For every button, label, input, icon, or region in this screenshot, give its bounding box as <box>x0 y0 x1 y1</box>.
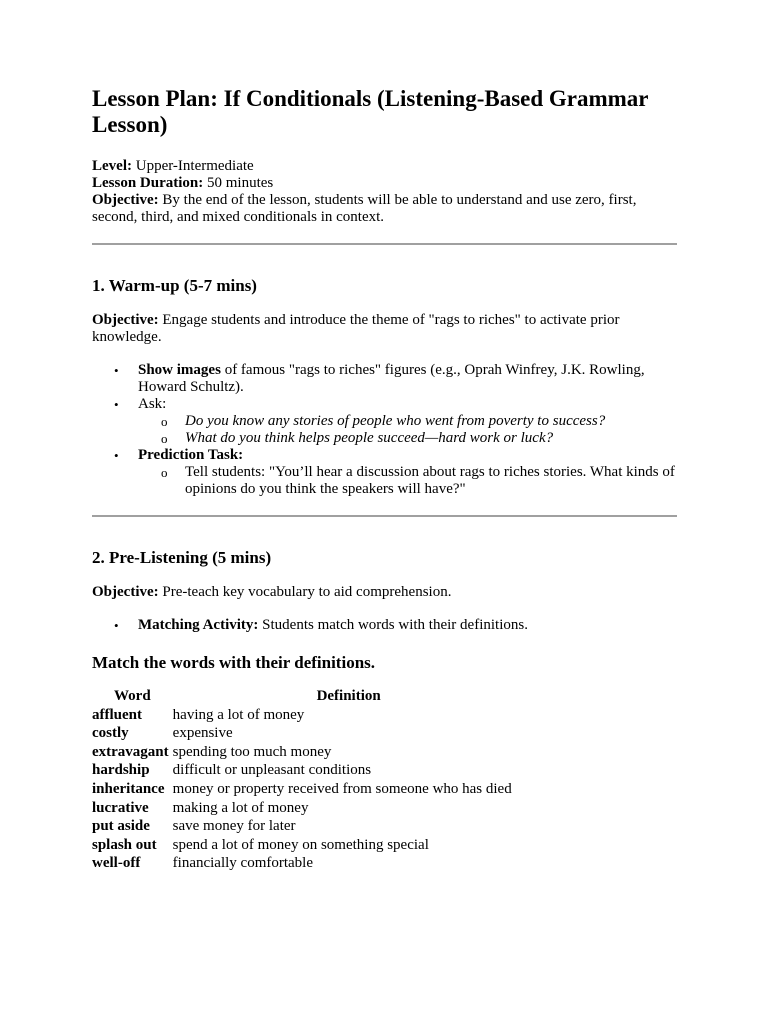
table-header-row <box>92 688 525 707</box>
show-images-bold: Show images <box>138 362 221 378</box>
sub-list-item <box>138 413 677 430</box>
warmup-objective-label: Objective: <box>92 312 159 328</box>
matching-heading: Match the words with their definitions. <box>92 653 376 672</box>
list-item-prediction-task <box>92 447 677 498</box>
level-line <box>92 158 677 175</box>
column-header-definition: Definition <box>316 688 381 704</box>
vocab-definition: difficult or unpleasant conditions <box>172 762 372 779</box>
prelistening-objective-label: Objective: <box>92 584 159 600</box>
warmup-objective-value: Engage students and introduce the theme of "rags to riches" to activate prior knowledge. <box>92 312 620 345</box>
section-heading-prelistening: 2. Pre-Listening (5 mins) <box>92 548 272 567</box>
vocab-definition: spending too much money <box>172 743 332 760</box>
bullet-icon: • <box>114 363 119 378</box>
table-row <box>92 855 525 874</box>
table-row <box>92 762 525 781</box>
bullet-icon: • <box>114 448 119 463</box>
column-header-word: Word <box>113 688 151 704</box>
bullet-icon: • <box>114 397 119 412</box>
vocab-word: well-off <box>92 855 141 872</box>
prediction-text: Tell students: "You’ll hear a discussion about rags to riches stories. What kinds of opinions do you think the speakers will have?" <box>185 464 675 497</box>
matching-activity-bold: Matching Activity: <box>138 617 259 633</box>
level-value: Upper-Intermediate <box>131 158 254 174</box>
vocab-word: affluent <box>92 706 142 723</box>
vocab-word: lucrative <box>92 799 149 816</box>
table-row <box>92 800 525 819</box>
prelistening-objective-value: Pre-teach key vocabulary to aid comprehension. <box>158 584 452 600</box>
sub-list-item <box>138 430 677 447</box>
circle-bullet-icon: o <box>161 465 168 480</box>
matching-activity-text: Students match words with their definitions. <box>258 617 528 633</box>
list-item-show-images <box>92 362 677 396</box>
sub-list-item <box>138 464 677 498</box>
ask-text: Ask: <box>138 396 167 412</box>
circle-bullet-icon: o <box>161 414 168 429</box>
vocab-word: hardship <box>92 762 150 779</box>
table-row <box>92 837 525 856</box>
vocab-word: extravagant <box>92 743 169 760</box>
vocab-word: splash out <box>92 836 157 853</box>
list-item-matching-activity <box>92 617 677 634</box>
vocab-definition: save money for later <box>172 818 296 835</box>
page-title: Lesson Plan: If Conditionals (Listening-Based Grammar Lesson) <box>92 86 649 137</box>
lesson-meta <box>92 158 677 226</box>
vocabulary-table <box>92 688 525 874</box>
horizontal-divider <box>92 243 677 245</box>
table-row <box>92 725 525 744</box>
vocab-definition: making a lot of money <box>172 799 309 816</box>
vocab-word: inheritance <box>92 780 165 797</box>
prelistening-bullet-list <box>92 617 677 634</box>
vocab-definition: expensive <box>172 725 233 742</box>
table-row <box>92 707 525 726</box>
warmup-objective <box>92 312 677 346</box>
ask-question: What do you think helps people succeed—hard work or luck? <box>185 430 554 446</box>
ask-sub-list <box>138 413 677 447</box>
objective-value: By the end of the lesson, students will be able to understand and use zero, first, second, third, and mixed conditionals in context. <box>92 192 637 225</box>
vocab-definition: money or property received from someone who has died <box>172 780 512 797</box>
duration-value: 50 minutes <box>203 175 274 191</box>
prediction-sub-list <box>138 464 677 498</box>
show-images-text: of famous "rags to riches" figures (e.g., Oprah Winfrey, J.K. Rowling, Howard Schultz). <box>138 362 645 395</box>
vocab-word: put aside <box>92 818 150 835</box>
duration-line <box>92 175 677 192</box>
table-row <box>92 781 525 800</box>
document-content <box>92 86 677 874</box>
horizontal-divider <box>92 515 677 517</box>
prelistening-objective <box>92 584 677 601</box>
duration-label: Lesson Duration: <box>92 175 204 191</box>
vocab-definition: spend a lot of money on something special <box>172 836 429 853</box>
warmup-bullet-list <box>92 362 677 498</box>
circle-bullet-icon: o <box>161 431 168 446</box>
section-heading-warmup: 1. Warm-up (5-7 mins) <box>92 276 257 295</box>
table-row <box>92 818 525 837</box>
vocab-definition: having a lot of money <box>172 706 305 723</box>
objective-line <box>92 192 677 226</box>
table-row <box>92 744 525 763</box>
ask-question: Do you know any stories of people who went from poverty to success? <box>185 413 606 429</box>
vocab-definition: financially comfortable <box>172 855 314 872</box>
bullet-icon: • <box>114 618 119 633</box>
vocab-word: costly <box>92 725 129 742</box>
level-label: Level: <box>92 158 132 174</box>
objective-label: Objective: <box>92 192 159 208</box>
prediction-task-bold: Prediction Task: <box>138 447 244 463</box>
list-item-ask <box>92 396 677 447</box>
